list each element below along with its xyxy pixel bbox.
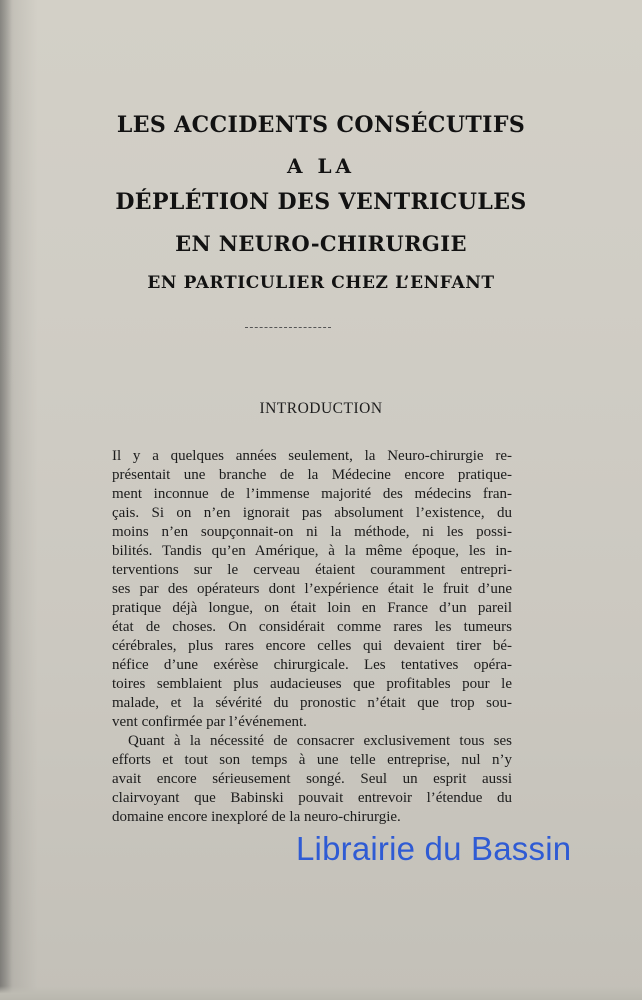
body-line: terventions sur le cerveau étaient couramment entrepri- [112,562,512,578]
section-heading: INTRODUCTION [259,400,383,417]
title-line-2: A LA [286,154,356,178]
body-line: avait encore sérieusement songé. Seul un esprit aussi [112,771,512,787]
body-line: néfice d’une exérèse chirurgicale. Les tentatives opéra- [112,657,512,673]
body-line: malade, et la sévérité du pronostic n’était que trop sou- [112,695,512,711]
body-line: présentait une branche de la Médecine encore pratique- [112,467,512,483]
title-line-4: EN NEURO-CHIRURGIE [175,231,467,256]
spine-shadow [0,0,12,1000]
body-line: domaine encore inexploré de la neuro-chirurgie. [112,809,401,825]
title-line-1: LES ACCIDENTS CONSÉCUTIFS [116,112,526,138]
watermark: Librairie du Bassin [296,830,572,867]
page-bottom-edge [0,986,642,1000]
body-line: moins n’en soupçonnait-on ni la méthode, ni les possi- [112,524,512,540]
title-line-5: EN PARTICULIER CHEZ L’ENFANT [147,273,495,293]
body-line: ses par des opérateurs dont l’expérience était le fruit d’une [112,581,512,597]
body-line: clairvoyant que Babinski pouvait entrevoir l’étendue du [112,790,512,806]
title-line-3: DÉPLÉTION DES VENTRICULES [115,189,527,215]
decorative-rule [245,327,331,328]
body-line: pratique déjà longue, on était loin en France d’un pareil [112,600,512,616]
body-line: cérébrales, plus rares encore celles qui devaient tirer bé- [112,638,512,654]
body-line: efforts et tout son temps à une telle entreprise, nul n’y [112,752,512,768]
body-line: toires semblaient plus audacieuses que profitables pour le [112,676,512,692]
body-line: état de choses. On considérait comme rares les tumeurs [112,619,512,635]
body-line: bilités. Tandis qu’en Amérique, à la même époque, les in- [112,543,512,559]
body-line: Il y a quelques années seulement, la Neuro-chirurgie re- [112,448,512,464]
body-line: vent confirmée par l’événement. [112,714,307,730]
body-line: ment inconnue de l’immense majorité des médecins fran- [112,486,512,502]
body-line: Quant à la nécessité de consacrer exclusivement tous ses [128,733,512,749]
body-line: çais. Si on n’en ignorait pas absolument l’existence, du [112,505,512,521]
